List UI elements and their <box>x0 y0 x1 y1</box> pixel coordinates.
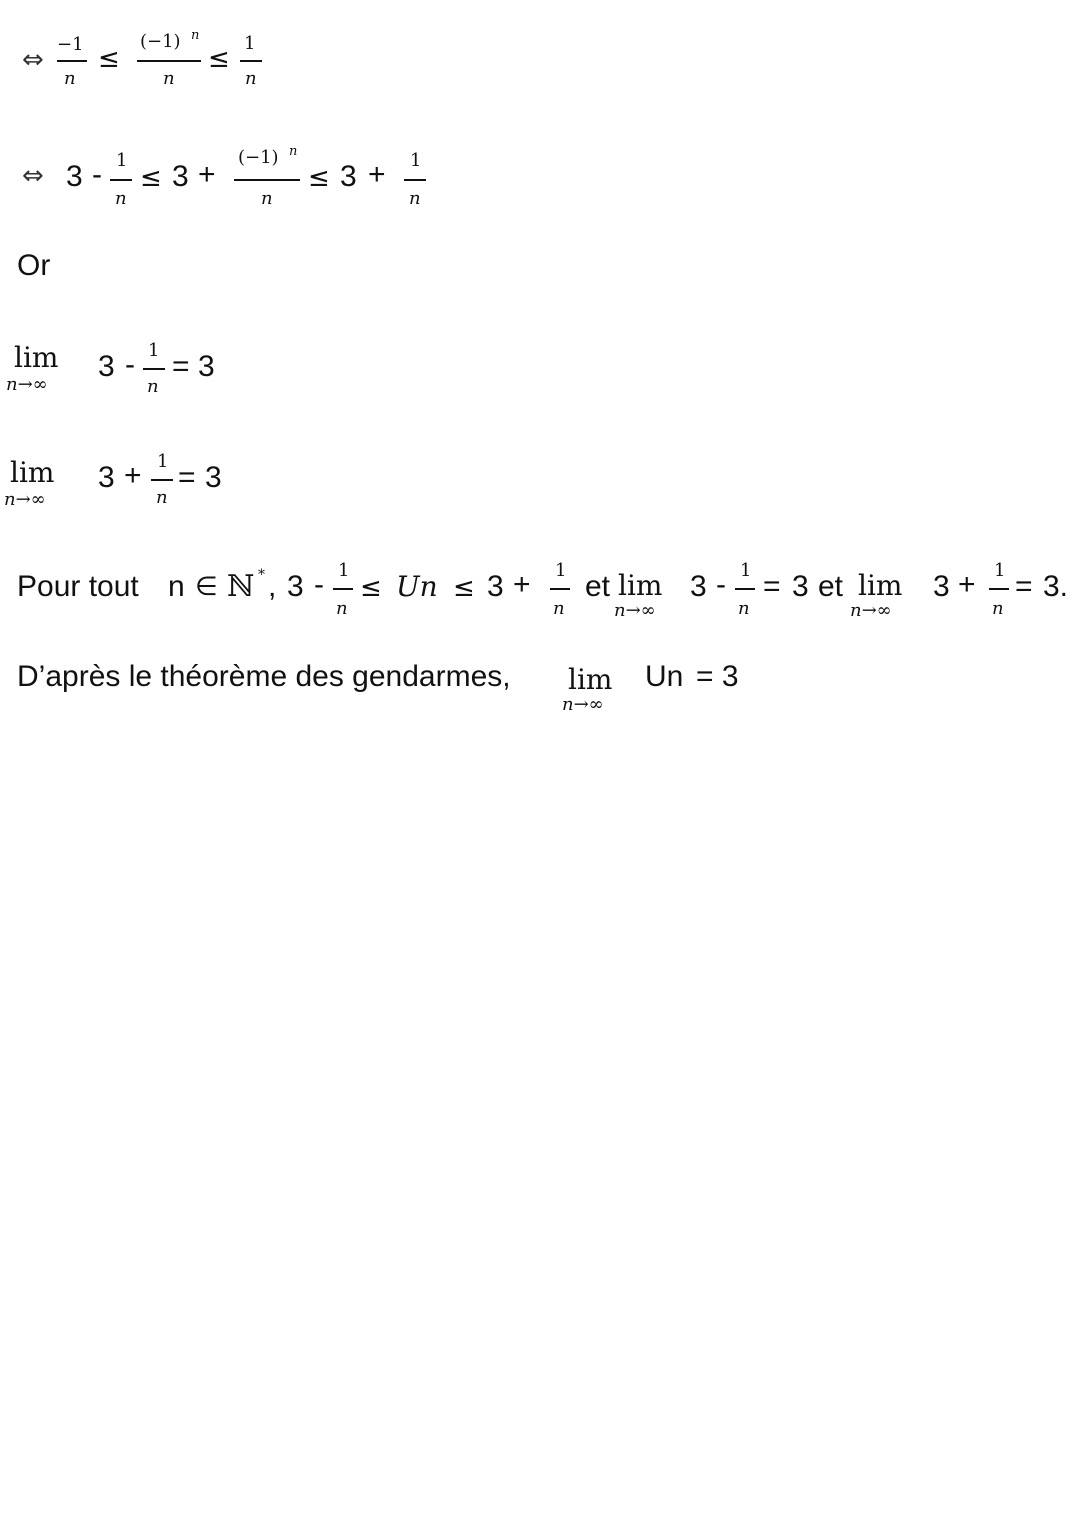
et-text: et <box>818 570 844 603</box>
fraction-bar <box>110 179 132 181</box>
pour-tout-text: Pour tout <box>17 570 139 603</box>
fraction-denominator: n <box>336 598 348 619</box>
fraction-bar <box>137 60 201 62</box>
fraction-denominator: n <box>553 598 565 619</box>
le-symbol: ≤ <box>98 44 120 74</box>
fraction-bar <box>240 60 262 62</box>
fraction-bar <box>550 588 570 590</box>
lim-operator: lim <box>858 569 903 602</box>
fraction-bar <box>57 60 87 62</box>
fraction-bar <box>404 179 426 181</box>
number: 3 <box>690 570 707 603</box>
lim-operator: lim <box>618 569 663 602</box>
fraction-denominator: n <box>115 188 127 209</box>
fraction-denominator: n <box>245 68 257 89</box>
fraction-denominator: n <box>261 188 273 209</box>
minus-sign: - <box>92 158 102 191</box>
lim-subscript: n→∞ <box>4 489 46 510</box>
fraction-numerator: −1 <box>57 34 84 55</box>
fraction-numerator: 1 <box>338 560 350 581</box>
minus-sign: - <box>716 568 726 601</box>
lim-operator: lim <box>14 341 59 374</box>
un-italic: Un <box>396 570 438 603</box>
fraction-bar <box>234 179 300 181</box>
le-symbol: ≤ <box>208 44 230 74</box>
fraction-denominator: n <box>992 598 1004 619</box>
fraction-numerator: 1 <box>148 340 160 361</box>
summary-line <box>0 550 1080 630</box>
fraction-bar <box>989 588 1009 590</box>
fraction-numerator: 1 <box>244 33 256 54</box>
number: 3. <box>1043 570 1069 603</box>
star-superscript: * <box>258 567 265 583</box>
number: 3 <box>172 160 189 193</box>
fraction-numerator: 1 <box>116 150 128 171</box>
lim-operator: lim <box>568 663 613 696</box>
exponent: n <box>191 28 200 43</box>
lim-operator: lim <box>10 456 55 489</box>
lim-subscript: n→∞ <box>562 694 604 715</box>
conclusion-result: = 3 <box>696 660 739 693</box>
fraction-bar <box>735 588 755 590</box>
et-text: et <box>585 570 611 603</box>
conclusion-line <box>0 640 1080 720</box>
variable-n: n <box>168 570 185 603</box>
inequality-line-2 <box>0 110 1080 220</box>
fraction-denominator: n <box>64 68 76 89</box>
fraction-bar <box>333 588 353 590</box>
plus-sign: + <box>368 158 386 191</box>
lim-subscript: n→∞ <box>850 600 892 621</box>
or-label: Or <box>17 249 51 282</box>
equivalence-arrow: ⇔ <box>22 45 44 75</box>
conclusion-text: D’après le théorème des gendarmes, <box>17 660 511 693</box>
le-symbol: ≤ <box>453 573 475 603</box>
fraction-numerator: (−1) <box>238 147 279 168</box>
fraction-denominator: n <box>156 487 168 508</box>
minus-sign: - <box>314 568 324 601</box>
number: 3 <box>98 350 115 383</box>
limit-line-plus <box>0 445 300 525</box>
number: 3 <box>933 570 950 603</box>
fraction-denominator: n <box>738 598 750 619</box>
number: 3 <box>487 570 504 603</box>
equals-sign: = <box>178 461 196 494</box>
fraction-bar <box>143 368 165 370</box>
fraction-denominator: n <box>409 188 421 209</box>
fraction-numerator: 1 <box>994 560 1006 581</box>
exponent: n <box>289 144 298 159</box>
equals-sign: = <box>172 350 190 383</box>
le-symbol: ≤ <box>308 163 330 193</box>
element-of-symbol: ∈ <box>195 572 218 602</box>
fraction-numerator: 1 <box>555 560 567 581</box>
lim-subscript: n→∞ <box>614 600 656 621</box>
number: 3 <box>98 461 115 494</box>
number: 3 <box>287 570 304 603</box>
fraction-numerator: 1 <box>410 150 422 171</box>
fraction-bar <box>151 479 173 481</box>
le-symbol: ≤ <box>360 573 382 603</box>
plus-sign: + <box>513 568 531 601</box>
plus-sign: + <box>198 158 216 191</box>
equivalence-arrow: ⇔ <box>22 161 44 191</box>
fraction-numerator: 1 <box>740 560 752 581</box>
lim-subscript: n→∞ <box>6 374 48 395</box>
number: 3 <box>792 570 809 603</box>
fraction-denominator: n <box>147 376 159 397</box>
minus-sign: - <box>125 348 135 381</box>
number: 3 <box>340 160 357 193</box>
conclusion-un: Un <box>645 660 684 693</box>
number: 3 <box>198 350 215 383</box>
inequality-line-1 <box>0 0 1080 110</box>
equals-sign: = <box>1015 570 1033 603</box>
fraction-numerator: (−1) <box>140 31 181 52</box>
plus-sign: + <box>124 459 142 492</box>
fraction-denominator: n <box>163 68 175 89</box>
equals-sign: = <box>763 570 781 603</box>
number: 3 <box>66 160 83 193</box>
plus-sign: + <box>958 568 976 601</box>
fraction-numerator: 1 <box>157 451 169 472</box>
le-symbol: ≤ <box>140 163 162 193</box>
limit-line-minus <box>0 330 300 410</box>
naturals-symbol: ℕ <box>227 569 255 604</box>
comma: , <box>268 570 277 603</box>
number: 3 <box>205 461 222 494</box>
